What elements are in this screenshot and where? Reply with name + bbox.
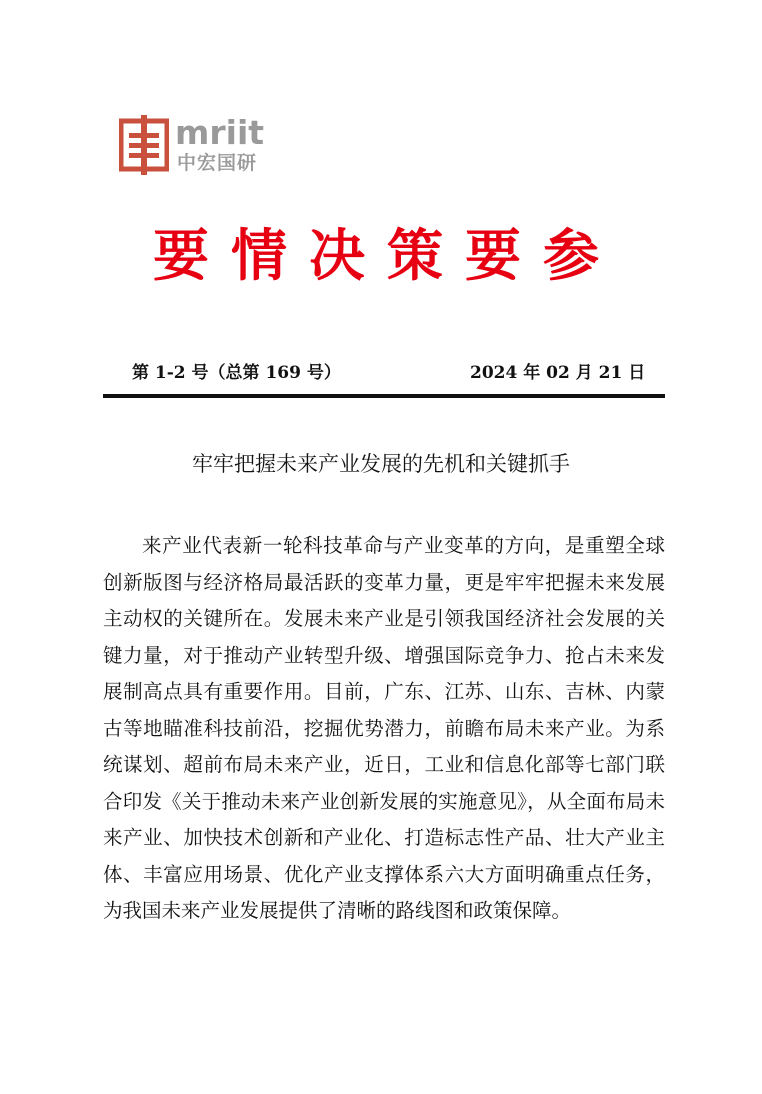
issue-date: 2024 年 02 月 21 日: [470, 363, 646, 383]
masthead-title: 要情决策要参: [153, 224, 621, 289]
logo-chinese-text: 中宏国研: [177, 152, 258, 174]
logo-mark-icon: [119, 115, 169, 175]
logo-english-text: mriit: [175, 113, 265, 152]
article-paragraph: 来产业代表新一轮科技革命与产业变革的方向，是重塑全球创新版图与经济格局最活跃的变革力量，更是牢牢把握未来发展主动权的关键所在。发展未来产业是引领我国经济社会发展的关键力量，对于推动产业转型升级、增强国际竞争力、抢占未来发展制高点具有重要作用。目前，广东、江苏、山东、吉林、内蒙古等地瞄准科技前沿，挖掘优势潜力，前瞻布局未来产业。为系统谋划、超前布局未来产业，近日，工业和信息化部等七部门联合印发《关于推动未来产业创新发展的实施意见》，从全面布局未来产业、加快技术创新和产业化、打造标志性产品、壮大产业主体、丰富应用场景、优化产业支撑体系六大方面明确重点任务，为我国未来产业发展提供了清晰的路线图和政策保障。: [103, 534, 665, 922]
article-title: 牢牢把握未来产业发展的先机和关键抓手: [192, 452, 570, 476]
publisher-logo: [119, 115, 269, 177]
issue-number: 第 1-2 号（总第 169 号）: [132, 363, 341, 383]
header-divider: [103, 394, 665, 398]
